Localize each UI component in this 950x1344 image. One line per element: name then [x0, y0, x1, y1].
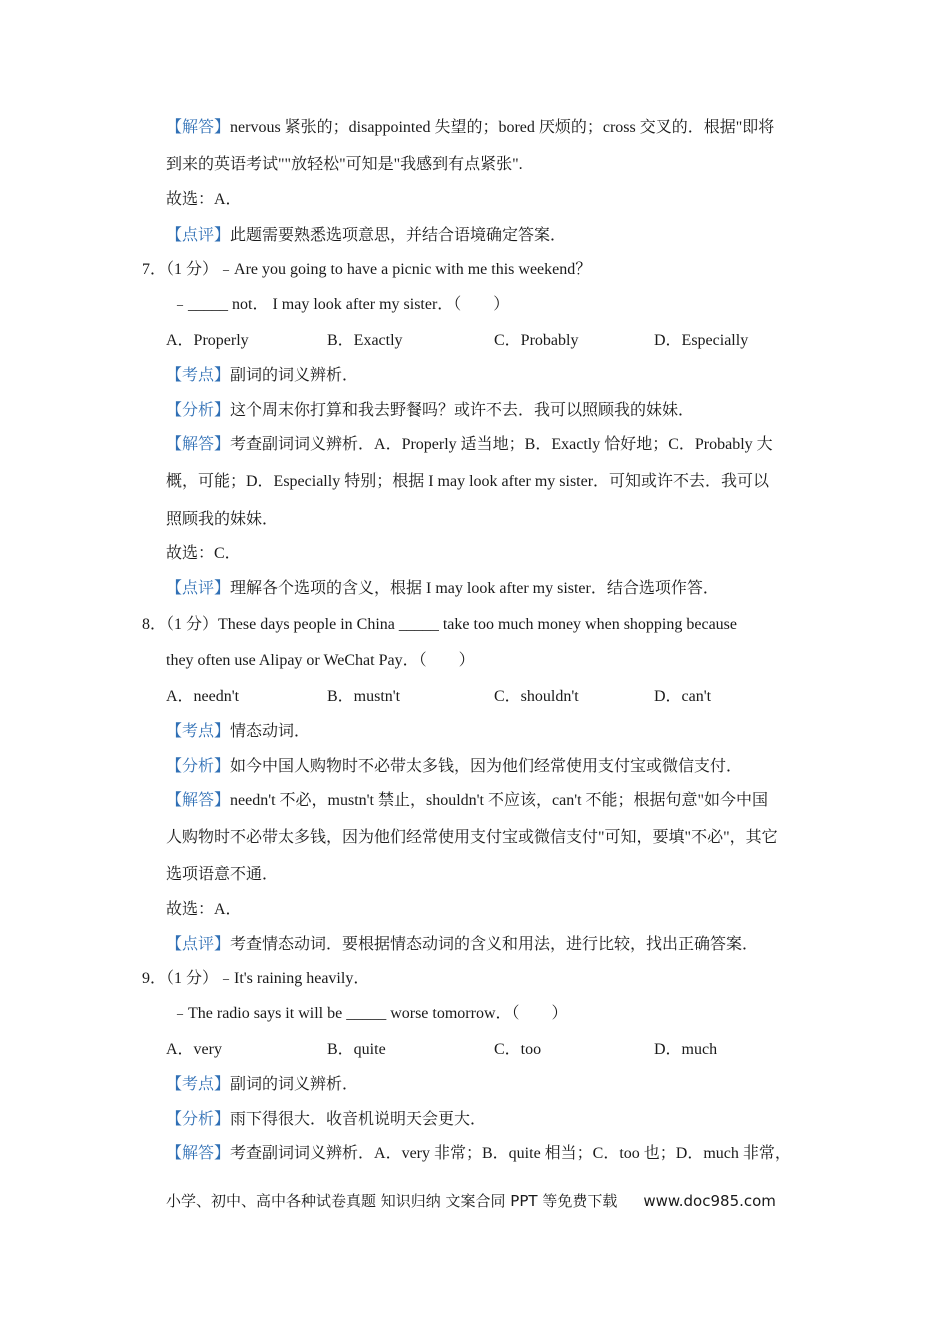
option-c: C．too [494, 1041, 542, 1058]
answer-line [166, 1143, 791, 1165]
answer-text: nervous 紧张的；disappointed 失望的；bored 厌烦的；cross 交叉的．根据"即将 [230, 119, 775, 136]
footer-text: 小学、初中、高中各种试卷真题 知识归纳 文案合同 PPT 等免费下载 [166, 1192, 618, 1210]
answer-line [166, 117, 774, 139]
review-tag: 【点评】 [166, 580, 231, 597]
analysis-text: 如今中国人购物时不必带太多钱，因为他们经常使用支付宝或微信支付． [230, 758, 743, 775]
answer-text: 考查副词词义辨析．A．Properly 适当地；B．Exactly 恰好地；C．Probably 大 [230, 436, 773, 453]
answer-tag: 【解答】 [166, 1145, 231, 1162]
answer-line [166, 434, 773, 456]
analysis-tag: 【分析】 [166, 402, 231, 419]
point-line [166, 721, 310, 743]
analysis-tag: 【分析】 [166, 1111, 231, 1128]
answer-text: 人购物时不必带太多钱，因为他们经常使用支付宝或微信支付"可知，要填"不必"，其它 [166, 829, 778, 846]
option-d: D．much [654, 1041, 718, 1058]
option-a: A．very [166, 1041, 222, 1058]
page-footer [166, 1190, 776, 1212]
review-line [166, 225, 566, 247]
option-a: A．needn't [166, 688, 240, 705]
option-a: A．Properly [166, 332, 249, 349]
answer-tag: 【解答】 [166, 792, 231, 809]
question-stem: （1 分）﹣Are you going to have a picnic with me this weekend？ [166, 261, 592, 278]
analysis-text: 这个周末你打算和我去野餐吗？或许不去．我可以照顾我的妹妹． [230, 402, 695, 419]
answer-text: needn't 不必，mustn't 禁止，shouldn't 不应该，can't 不能；根据句意"如今中国 [230, 792, 769, 809]
answer-tag: 【解答】 [166, 436, 231, 453]
point-tag: 【考点】 [166, 367, 231, 384]
choice-text: 故选：A． [166, 901, 242, 918]
point-line [166, 365, 358, 387]
option-d: D．can't [654, 688, 712, 705]
review-line [166, 934, 758, 956]
point-tag: 【考点】 [166, 1076, 231, 1093]
option-b: B．quite [327, 1041, 386, 1058]
answer-text: 概，可能；D．Especially 特别；根据 I may look after my sister．可知或许不去．我可以 [166, 473, 770, 490]
answer-text: 到来的英语考试""放轻松"可知是"我感到有点紧张". [166, 156, 523, 173]
review-tag: 【点评】 [166, 936, 231, 953]
option-c: C．Probably [494, 332, 579, 349]
option-d: D．Especially [654, 332, 749, 349]
answer-line [166, 790, 768, 812]
analysis-text: 雨下得很大．收音机说明天会更大． [230, 1111, 487, 1128]
question-stem-line2: ﹣The radio says it will be _____ worse tomorrow．（ ） [172, 1005, 568, 1022]
question-number: 9． [142, 970, 167, 987]
question-stem: （1 分）These days people in China _____ take too much money when shopping because [166, 616, 738, 633]
question-7-stem [142, 259, 591, 281]
point-line [166, 1074, 358, 1096]
question-8-stem [142, 614, 737, 636]
review-text: 理解各个选项的含义，根据 I may look after my sister．结合选项作答． [230, 580, 719, 597]
question-stem-line2: they often use Alipay or WeChat Pay．（ ） [166, 652, 475, 669]
footer-url[interactable]: www.doc985.com [643, 1192, 776, 1210]
answer-tag: 【解答】 [166, 119, 231, 136]
review-line [166, 578, 719, 600]
point-text: 副词的词义辨析． [230, 367, 359, 384]
point-text: 情态动词． [230, 723, 311, 740]
analysis-line [166, 756, 742, 778]
answer-text: 照顾我的妹妹． [166, 511, 279, 528]
question-number: 7． [142, 261, 167, 278]
analysis-line [166, 400, 694, 422]
question-number: 8． [142, 616, 167, 633]
choice-text: 故选：A． [166, 191, 242, 208]
analysis-line [166, 1109, 486, 1131]
choice-text: 故选：C． [166, 545, 241, 562]
point-text: 副词的词义辨析． [230, 1076, 359, 1093]
review-text: 考查情态动词．要根据情态动词的含义和用法，进行比较，找出正确答案． [230, 936, 759, 953]
answer-text: 选项语意不通． [166, 866, 279, 883]
answer-text: 考查副词词义辨析．A．very 非常；B．quite 相当；C．too 也；D．much 非常， [230, 1145, 791, 1162]
analysis-tag: 【分析】 [166, 758, 231, 775]
option-c: C．shouldn't [494, 688, 579, 705]
question-9-stem [142, 968, 369, 990]
review-tag: 【点评】 [166, 227, 231, 244]
review-text: 此题需要熟悉选项意思，并结合语境确定答案． [230, 227, 567, 244]
option-b: B．Exactly [327, 332, 403, 349]
option-b: B．mustn't [327, 688, 401, 705]
question-stem-line2: ﹣_____ not． I may look after my sister．（ ） [172, 296, 510, 313]
question-stem: （1 分）﹣It's raining heavily． [166, 970, 370, 987]
point-tag: 【考点】 [166, 723, 231, 740]
